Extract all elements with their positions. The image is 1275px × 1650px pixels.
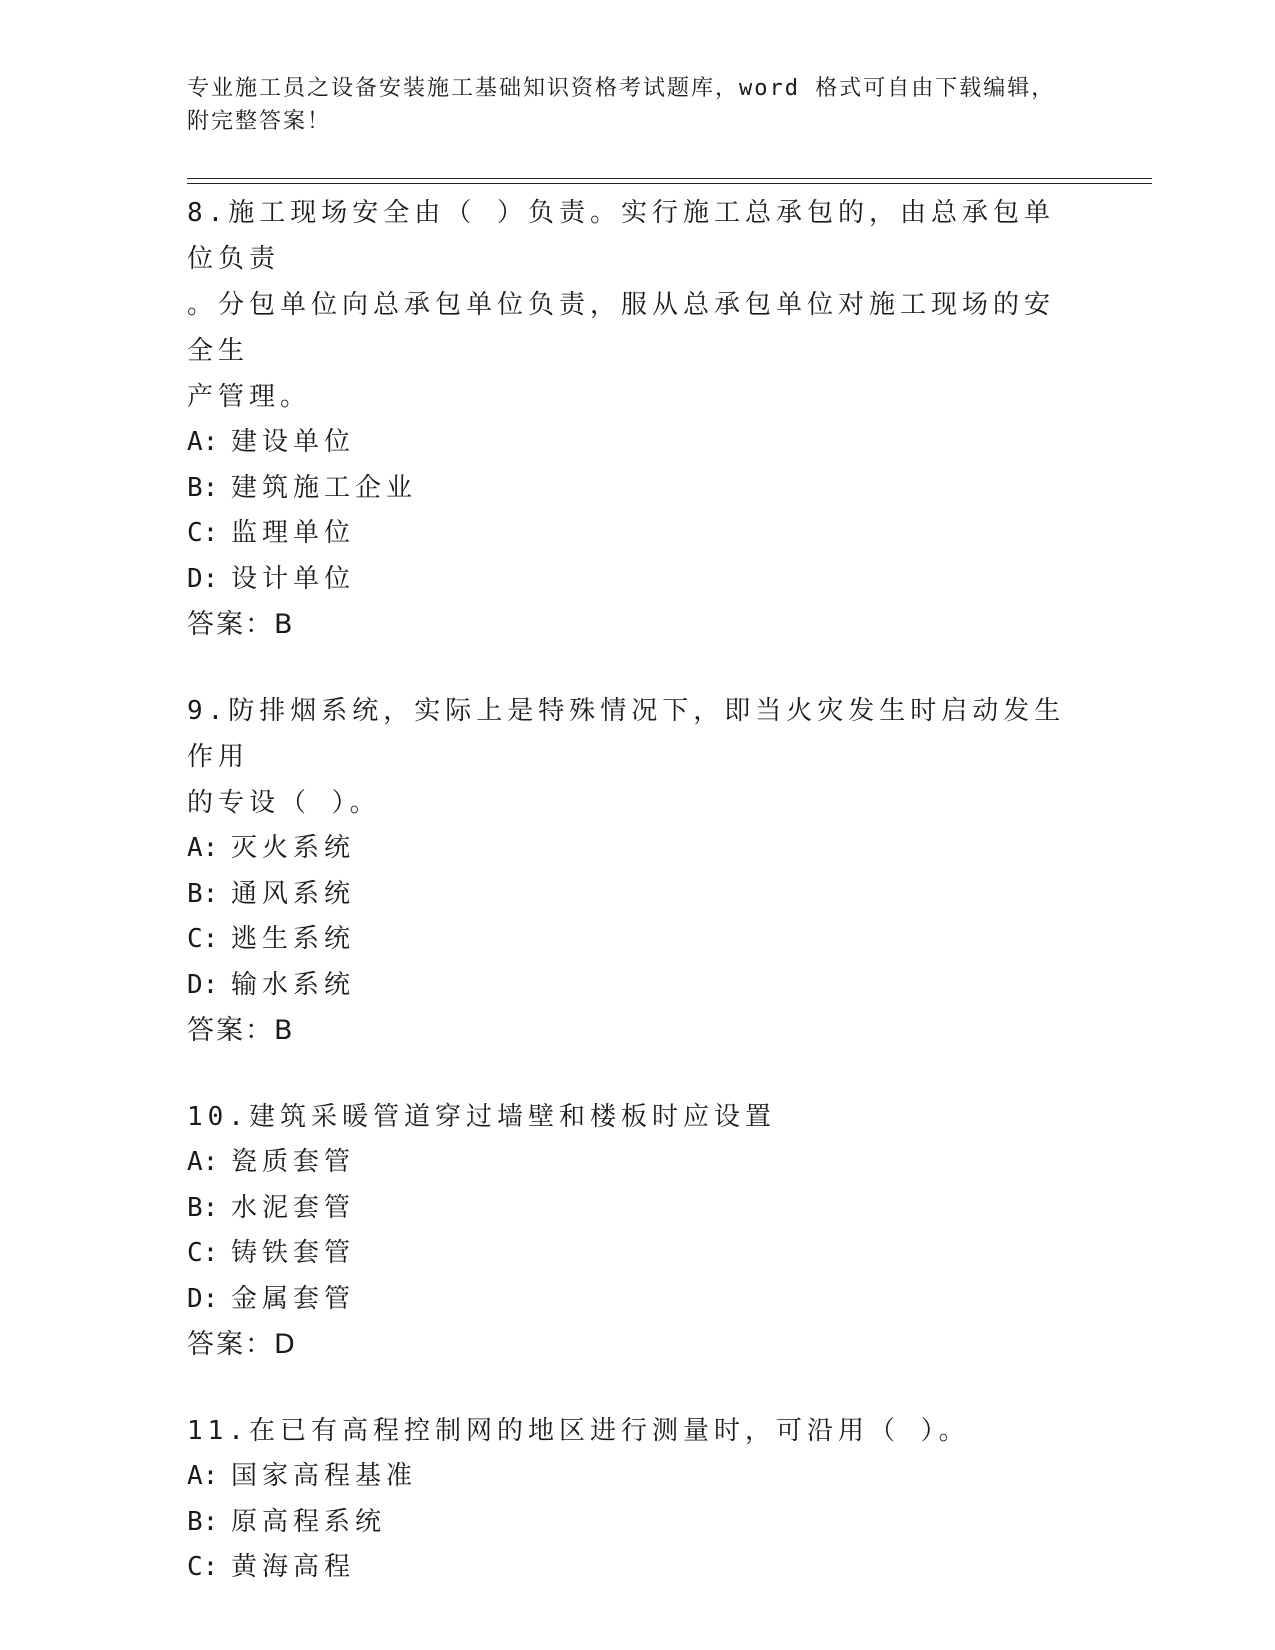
option-d — [187, 557, 1067, 603]
option-text: 监理单位 — [231, 518, 356, 548]
question-11 — [187, 1408, 1067, 1591]
option-a — [187, 420, 1067, 466]
option-text: 设计单位 — [231, 563, 356, 594]
header-divider-bottom — [187, 183, 1152, 184]
header-divider-top — [187, 178, 1152, 179]
option-text: 原高程系统 — [231, 1506, 387, 1537]
option-c — [187, 1231, 1067, 1277]
option-key: B: — [187, 1506, 219, 1537]
question-stem-line: 产管理。 — [187, 382, 312, 412]
option-text: 输水系统 — [231, 969, 356, 1000]
option-key: B: — [187, 1192, 219, 1223]
option-a — [187, 1454, 1067, 1500]
option-key: C: — [187, 1552, 219, 1582]
option-d — [187, 963, 1067, 1009]
option-a — [187, 826, 1067, 872]
option-key: D: — [187, 563, 219, 594]
option-b — [187, 466, 1067, 512]
option-key: D: — [187, 969, 219, 1000]
option-b — [187, 1500, 1067, 1546]
option-b — [187, 872, 1067, 918]
header-line-1: 专业施工员之设备安装施工基础知识资格考试题库，word 格式可自由下载编辑， — [187, 76, 1056, 101]
option-key: B: — [187, 878, 219, 909]
option-text: 瓷质套管 — [231, 1147, 356, 1177]
answer-line: 答案：B — [187, 1015, 295, 1046]
option-key: A: — [187, 427, 219, 457]
question-stem-line: 。分包单位向总承包单位负责，服从总承包单位对施工现场的安全生 — [187, 290, 1056, 366]
option-text: 逃生系统 — [231, 924, 356, 954]
question-stem-line: 8.施工现场安全由（ ）负责。实行施工总承包的，由总承包单位负责 — [187, 198, 1055, 274]
option-c — [187, 1545, 1067, 1591]
option-key: D: — [187, 1283, 219, 1314]
option-key: B: — [187, 472, 219, 503]
option-c — [187, 917, 1067, 963]
question-stem-line: 9.防排烟系统，实际上是特殊情况下，即当火灾发生时启动发生作用 — [187, 696, 1066, 772]
document-header — [187, 72, 1087, 138]
option-c — [187, 511, 1067, 557]
answer-line: 答案：B — [187, 609, 295, 640]
option-text: 国家高程基准 — [231, 1461, 418, 1491]
question-9 — [187, 688, 1067, 1054]
question-stem-line: 10.建筑采暖管道穿过墙壁和楼板时应设置 — [187, 1102, 776, 1132]
option-text: 金属套管 — [231, 1283, 356, 1314]
option-text: 灭火系统 — [231, 833, 356, 863]
option-key: C: — [187, 518, 219, 548]
option-text: 建设单位 — [231, 427, 356, 457]
question-10 — [187, 1094, 1067, 1368]
option-text: 建筑施工企业 — [231, 472, 418, 503]
option-key: A: — [187, 1461, 219, 1491]
question-stem-line: 11.在已有高程控制网的地区进行测量时，可沿用（ ）。 — [187, 1416, 970, 1446]
option-key: A: — [187, 833, 219, 863]
option-key: C: — [187, 1238, 219, 1268]
question-list — [187, 190, 1067, 1631]
option-text: 黄海高程 — [231, 1552, 356, 1582]
option-d — [187, 1277, 1067, 1323]
question-stem-line: 的专设（ ）。 — [187, 788, 381, 818]
answer-line: 答案：D — [187, 1329, 297, 1360]
option-key: A: — [187, 1147, 219, 1177]
option-text: 铸铁套管 — [231, 1238, 356, 1268]
question-8 — [187, 190, 1067, 648]
header-line-2: 附完整答案！ — [187, 109, 332, 134]
option-key: C: — [187, 924, 219, 954]
option-text: 通风系统 — [231, 878, 356, 909]
option-b — [187, 1186, 1067, 1232]
option-a — [187, 1140, 1067, 1186]
option-text: 水泥套管 — [231, 1192, 356, 1223]
